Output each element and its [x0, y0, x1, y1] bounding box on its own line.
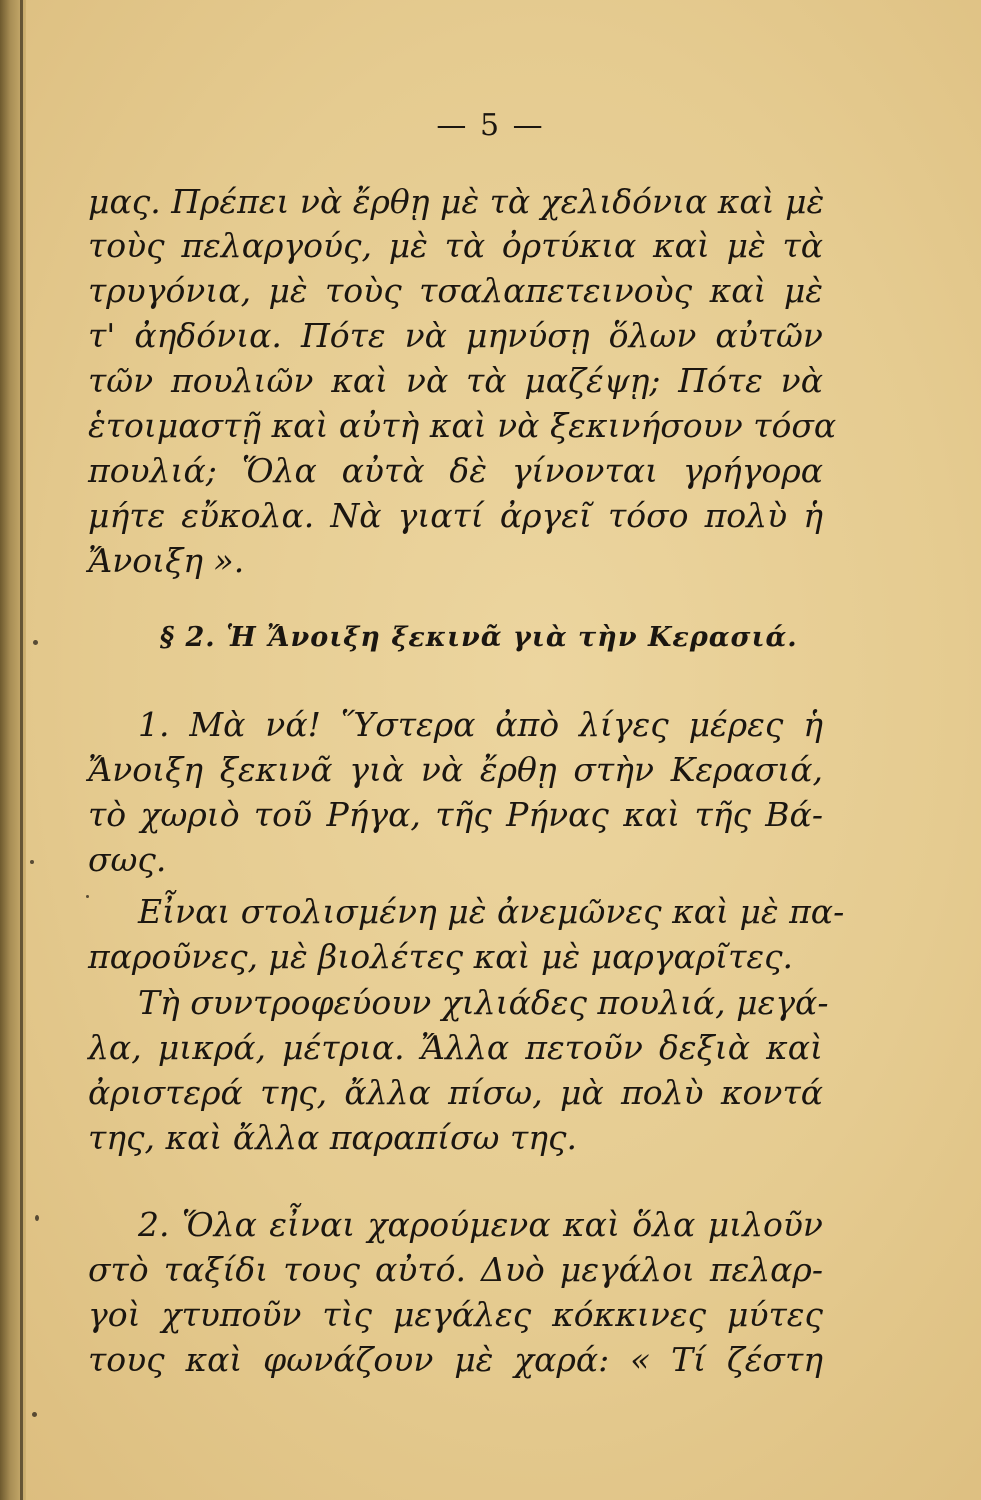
section-1-line: Εἶναι στολισμένη μὲ ἀνεμῶνες καὶ μὲ πα-	[138, 892, 845, 931]
paper-speck	[35, 1215, 39, 1221]
section-2-line: στὸ ταξίδι τους αὐτό. Δυὸ μεγάλοι πελαρ-	[88, 1250, 823, 1289]
paragraph-1-line: Ἄνοιξη ».	[88, 541, 245, 580]
paragraph-1-line: τ' ἀηδόνια. Πότε νὰ μηνύσῃ ὅλων αὐτῶν	[88, 316, 823, 355]
section-2-line: 2. Ὅλα εἶναι χαρούμενα καὶ ὅλα μιλοῦν	[138, 1205, 823, 1244]
section-1-line: της, καὶ ἄλλα παραπίσω της.	[88, 1118, 577, 1157]
section-1-line: λα, μικρά, μέτρια. Ἄλλα πετοῦν δεξιὰ καὶ	[88, 1028, 823, 1067]
paper-speck	[33, 640, 38, 645]
section-1-line: Ἄνοιξη ξεκινᾶ γιὰ νὰ ἔρθῃ στὴν Κερασιά,	[88, 750, 823, 789]
page-number: — 5 —	[436, 108, 545, 143]
section-2-line: γοὶ χτυποῦν τὶς μεγάλες κόκκινες μύτες	[88, 1295, 823, 1334]
section-1-line: Τὴ συντροφεύουν χιλιάδες πουλιά, μεγά-	[138, 983, 829, 1022]
section-1-line: σως.	[88, 840, 167, 879]
paragraph-1-line: πουλιά; Ὅλα αὐτὰ δὲ γίνονται γρήγορα	[88, 451, 823, 490]
paragraph-1-line: μήτε εὔκολα. Νὰ γιατί ἀργεῖ τόσο πολὺ ἡ	[88, 496, 823, 535]
spine-edge-line	[20, 0, 23, 1500]
section-heading: § 2. Ἡ Ἄνοιξη ξεκινᾶ γιὰ τὴν Κερασιά.	[160, 622, 798, 653]
paragraph-1-line: μας. Πρέπει νὰ ἔρθῃ μὲ τὰ χελιδόνια καὶ μὲ	[88, 182, 825, 221]
section-1-line: τὸ χωριὸ τοῦ Ρήγα, τῆς Ρήνας καὶ τῆς Βά-	[88, 795, 823, 834]
paper-speck	[86, 895, 89, 898]
section-1-line: 1. Μὰ νά! Ὕστερα ἀπὸ λίγες μέρες ἡ	[138, 705, 823, 744]
paper-speck	[30, 860, 34, 864]
section-1-line: παροῦνες, μὲ βιολέτες καὶ μὲ μαργαρῖτες.	[88, 937, 794, 976]
paragraph-1-line: τῶν πουλιῶν καὶ νὰ τὰ μαζέψῃ; Πότε νὰ	[88, 361, 823, 400]
paragraph-1-line: τοὺς πελαργούς, μὲ τὰ ὀρτύκια καὶ μὲ τὰ	[88, 226, 823, 265]
paper-speck	[32, 1412, 37, 1417]
paragraph-1-line: ἑτοιμαστῇ καὶ αὐτὴ καὶ νὰ ξεκινήσουν τόσα	[88, 406, 837, 445]
paragraph-1-line: τρυγόνια, μὲ τοὺς τσαλαπετεινοὺς καὶ μὲ	[88, 271, 823, 310]
section-2-line: τους καὶ φωνάζουν μὲ χαρά: « Τί ζέστη	[88, 1340, 823, 1379]
section-1-line: ἀριστερά της, ἄλλα πίσω, μὰ πολὺ κοντά	[88, 1073, 823, 1112]
